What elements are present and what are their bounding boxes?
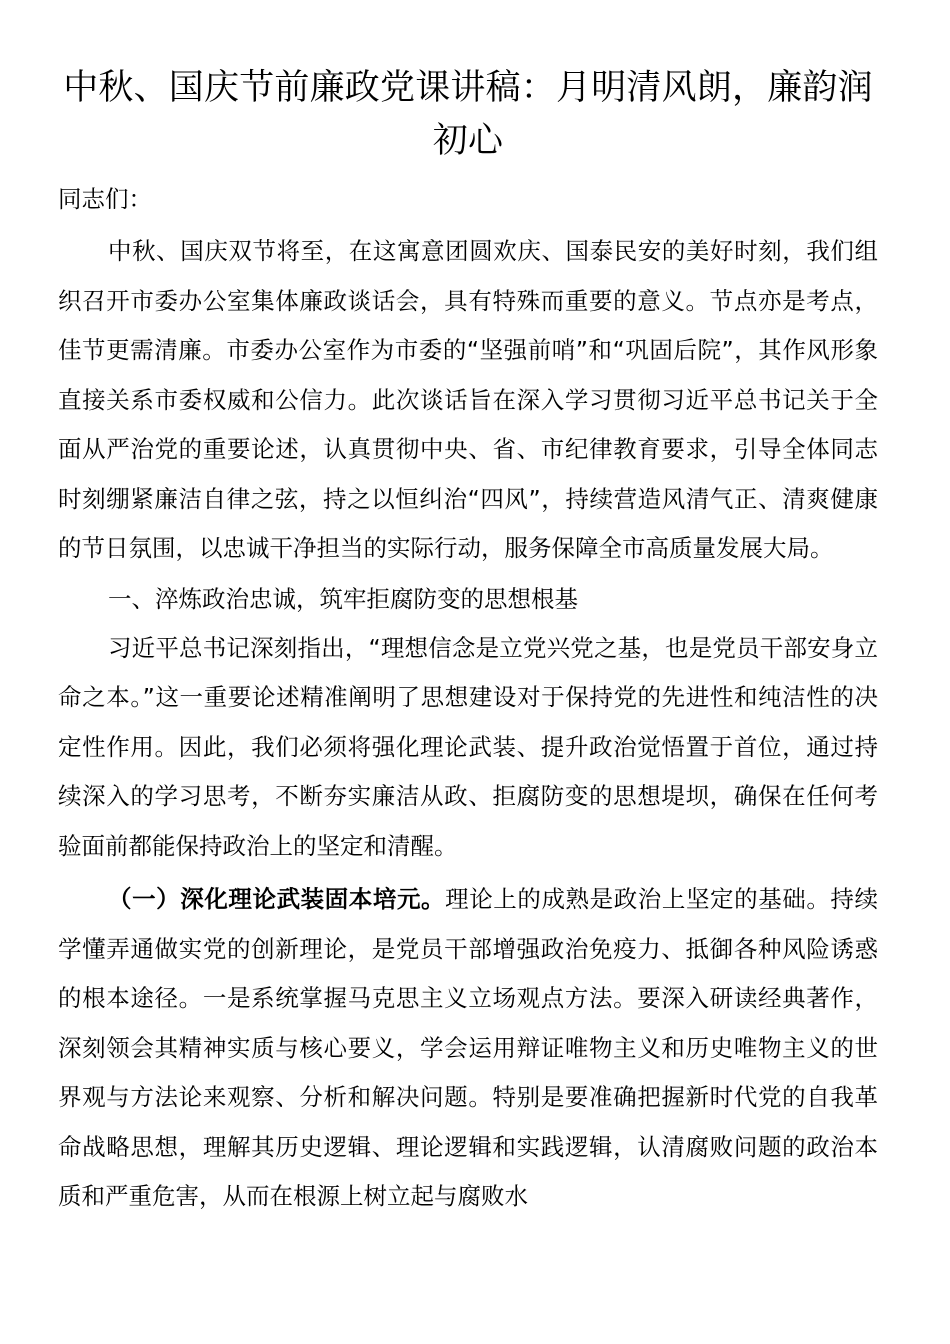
document-title: 中秋、国庆节前廉政党课讲稿：月明清风朗，廉韵润初心 (63, 68, 873, 161)
subsection-1-lead: （一）深化理论武装固本培元。 (108, 885, 446, 913)
section-1-heading: 一、淬炼政治忠诚，筑牢拒腐防变的思想根基 (108, 584, 578, 613)
subsection-1-body: 理论上的成熟是政治上坚定的基础。持续学懂弄通做实党的创新理论，是党员干部增强政治免疫力、抵御各种风险诱惑的根本途径。一是系统掌握马克思主义立场观点方法。要深入研读经典著作，深刻领会其精神实质与核心要义，学会运用辩证唯物主义和历史唯物主义的世界观与方法论来观察、分析和解决问题。特别是要准确把握新时代党的自我革命战略思想，理解其历史逻辑、理论逻辑和实践逻辑，认清腐败问题的政治本质和严重危害，从而在根源上树立起与腐败水 (58, 885, 879, 1210)
document-page (58, 62, 878, 1222)
subsection-1-paragraph (58, 875, 878, 1222)
intro-paragraph: 中秋、国庆双节将至，在这寓意团圆欢庆、国泰民安的美好时刻，我们组织召开市委办公室集体廉政谈话会，具有特殊而重要的意义。节点亦是考点，佳节更需清廉。市委办公室作为市委的“坚强前哨”和“巩固后院”，其作风形象直接关系市委权威和公信力。此次谈话旨在深入学习贯彻习近平总书记关于全面从严治党的重要论述，认真贯彻中央、省、市纪律教育要求，引导全体同志时刻绷紧廉洁自律之弦，持之以恒纠治“四风”，持续营造风清气正、清爽健康的节日氛围，以忠诚干净担当的实际行动，服务保障全市高质量发展大局。 (58, 237, 878, 562)
section-1-paragraph: 习近平总书记深刻指出，“理想信念是立党兴党之基，也是党员干部安身立命之本。”这一重要论述精准阐明了思想建设对于保持党的先进性和纯洁性的决定性作用。因此，我们必须将强化理论武装、提升政治觉悟置于首位，通过持续深入的学习思考，不断夯实廉洁从政、拒腐防变的思想堤坝，确保在任何考验面前都能保持政治上的坚定和清醒。 (58, 633, 878, 860)
salutation: 同志们： (58, 185, 152, 213)
